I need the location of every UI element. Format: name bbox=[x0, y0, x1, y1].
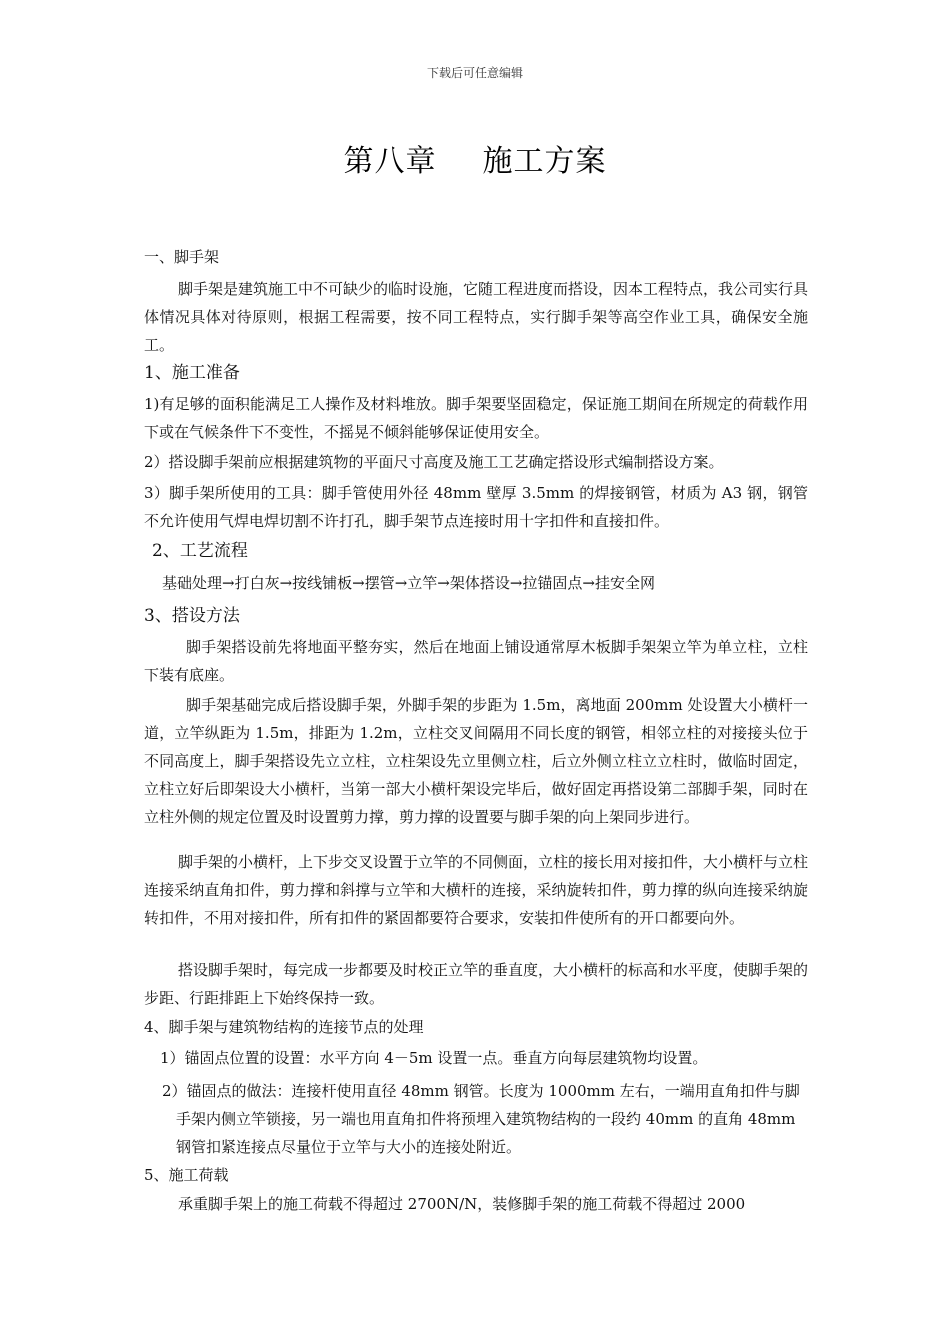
connection-item-1: 1）锚固点位置的设置：水平方向 4－5m 设置一点。垂直方向每层建筑物均设置。 bbox=[160, 1049, 708, 1067]
erection-paragraph-4: 搭设脚手架时，每完成一步都要及时校正立竿的垂直度，大小横杆的标高和水平度，使脚手架的步距、行距排距上下始终保持一致。 bbox=[144, 961, 809, 1007]
connection-item-2: 2）锚固点的做法：连接杆使用直径 48mm 钢管。长度为 1000mm 左右，一端用直角扣件与脚手架内侧立竿锁接，另一端也用直角扣件将预埋入建筑物结构的一段约 40mm 的直角 48mm 钢管扣紧连接点尽量位于立竿与大小的连接处附近。 bbox=[162, 1082, 800, 1156]
preparation-item-1: 1)有足够的面积能满足工人操作及材料堆放。脚手架要坚固稳定，保证施工期间在所规定的荷载作用下或在气候条件下不变性，不摇晃不倾斜能够保证使用安全。 bbox=[144, 395, 808, 441]
chapter-name: 施工方案 bbox=[482, 144, 607, 179]
erection-paragraph-1: 脚手架搭设前先将地面平整夯实，然后在地面上铺设通常厚木板脚手架架立竿为单立柱，立柱下装有底座。 bbox=[144, 638, 808, 684]
preparation-item-2: 2）搭设脚手架前应根据建筑物的平面尺寸高度及施工工艺确定搭设形式编制搭设方案。 bbox=[144, 453, 724, 471]
heading-connection-nodes: 4、脚手架与建筑物结构的连接节点的处理 bbox=[144, 1018, 424, 1036]
chapter-title bbox=[0, 136, 950, 180]
scaffold-intro-paragraph: 脚手架是建筑施工中不可缺少的临时设施，它随工程进度而搭设，因本工程特点，我公司实行具体情况具体对待原则，根据工程需要，按不同工程特点，实行脚手架等高空作业工具，确保安全施工。 bbox=[144, 280, 809, 354]
section-heading-scaffold: 一、脚手架 bbox=[144, 248, 220, 266]
preparation-item-3: 3）脚手架所使用的工具：脚手管使用外径 48mm 壁厚 3.5mm 的焊接钢管，材质为 A3 钢，钢管不允许使用气焊电焊切割不许打孔，脚手架节点连接时用十字扣件和直接扣件。 bbox=[144, 484, 808, 530]
heading-process-flow: 2、工艺流程 bbox=[152, 541, 248, 561]
heading-construction-load: 5、施工荷载 bbox=[144, 1166, 229, 1184]
heading-construction-preparation: 1、施工准备 bbox=[144, 363, 240, 383]
chapter-number: 第八章 bbox=[343, 144, 437, 179]
erection-paragraph-3: 脚手架的小横杆，上下步交叉设置于立竿的不同侧面，立柱的接长用对接扣件，大小横杆与立柱连接采纳直角扣件，剪力撑和斜撑与立竿和大横杆的连接，采纳旋转扣件，剪力撑的纵向连接采纳旋转扣件，不用对接扣件，所有扣件的紧固都要符合要求，安装扣件使所有的开口都要向外。 bbox=[144, 853, 809, 927]
construction-load-paragraph: 承重脚手架上的施工荷载不得超过 2700N/N，装修脚手架的施工荷载不得超过 2000 bbox=[178, 1195, 746, 1213]
erection-paragraph-2: 脚手架基础完成后搭设脚手架，外脚手架的步距为 1.5m，离地面 200mm 处设置大小横杆一道，立竿纵距为 1.5m，排距为 1.2m，立柱交叉间隔用不同长度的钢管，相邻立柱的对接接头位于不同高度上，脚手架搭设先立立柱，立柱架设先立里侧立柱，后立外侧立柱立立柱时，做临时固定，立柱立好后即架设大小横杆，当第一部大小横杆架设完毕后，做好固定再搭设第二部脚手架，同时在立柱外侧的规定位置及时设置剪力撑，剪力撑的设置要与脚手架的向上架同步进行。 bbox=[144, 696, 808, 826]
download-watermark: 下载后可任意编辑 bbox=[426, 66, 523, 80]
heading-erection-method: 3、搭设方法 bbox=[144, 606, 240, 626]
process-flow-line: 基础处理→打白灰→按线铺板→摆管→立竿→架体搭设→拉锚固点→挂安全网 bbox=[162, 574, 655, 592]
